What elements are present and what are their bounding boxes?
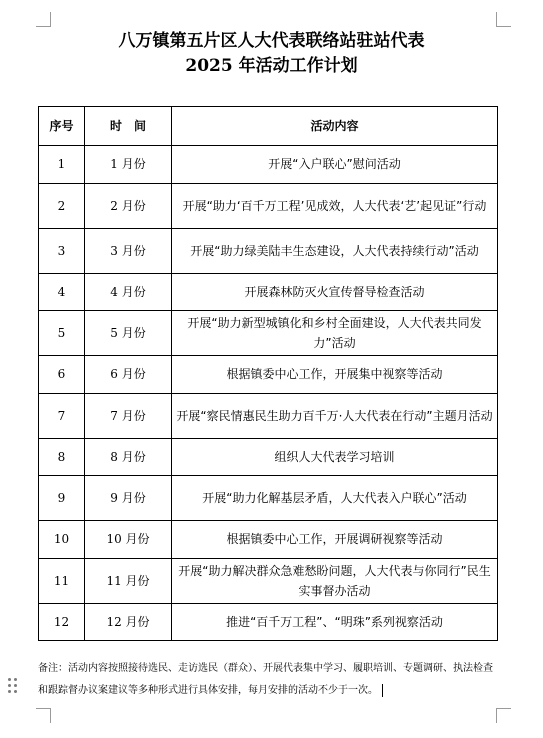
row-content: 推进“百千万工程”、“明珠”系列视察活动 [172,603,498,641]
row-content: 开展“入户联心”慰问活动 [172,146,498,184]
row-time: 9 月份 [85,476,172,521]
table-header-row [39,107,498,146]
row-content: 开展森林防灭火宣传督导检查活动 [172,273,498,311]
table-row [39,603,498,641]
row-time: 11 月份 [85,558,172,603]
row-time: 6 月份 [85,356,172,394]
row-time: 5 月份 [85,311,172,356]
row-content: 开展“察民情惠民生助力百千万·人大代表在行动”主题月活动 [172,393,498,438]
drag-handle-icon[interactable] [8,678,18,694]
row-number: 5 [39,311,85,356]
row-number: 8 [39,438,85,476]
row-content: 开展“助力新型城镇化和乡村全面建设，人大代表共同发力”活动 [172,311,498,356]
row-time: 10 月份 [85,521,172,559]
footnote-text: 备注：活动内容按照接待选民、走访选民（群众）、开展代表集中学习、履职培训、专题调研、执法检查和跟踪督办议案建议等多种形式进行具体安排，每月安排的活动不少于一次。 [38,663,493,696]
row-time: 1 月份 [85,146,172,184]
row-number: 11 [39,558,85,603]
row-number: 2 [39,183,85,228]
table-row [39,273,498,311]
text-cursor [382,684,383,697]
row-number: 6 [39,356,85,394]
row-content: 开展“助力化解基层矛盾，人大代表入户联心”活动 [172,476,498,521]
table-row [39,356,498,394]
footnote [38,658,496,702]
row-time: 7 月份 [85,393,172,438]
table-row [39,558,498,603]
crop-mark-bottom-left [36,708,51,723]
row-number: 9 [39,476,85,521]
row-content: 根据镇委中心工作，开展集中视察等活动 [172,356,498,394]
row-number: 7 [39,393,85,438]
row-time: 2 月份 [85,183,172,228]
row-number: 12 [39,603,85,641]
header-activity-content: 活动内容 [172,107,498,146]
table-row [39,311,498,356]
row-number: 4 [39,273,85,311]
row-number: 10 [39,521,85,559]
table-row [39,476,498,521]
crop-mark-bottom-right [496,708,511,723]
row-time: 4 月份 [85,273,172,311]
row-content: 根据镇委中心工作，开展调研视察等活动 [172,521,498,559]
table-row [39,438,498,476]
row-content: 开展“助力‘百千万工程’见成效，人大代表‘艺’起见证”行动 [172,183,498,228]
table-row [39,146,498,184]
document-title-line-2: 2025 年活动工作计划 [185,56,358,76]
crop-mark-top-right [496,12,511,27]
crop-mark-top-left [36,12,51,27]
document-title-line-1: 八万镇第五片区人大代表联络站驻站代表 [118,31,425,51]
row-number: 3 [39,228,85,273]
row-content: 开展“助力解决群众急难愁盼问题，人大代表与你同行”民生实事督办活动 [172,558,498,603]
row-time: 8 月份 [85,438,172,476]
row-number: 1 [39,146,85,184]
table-row [39,393,498,438]
header-time: 时 间 [85,107,172,146]
row-content: 组织人大代表学习培训 [172,438,498,476]
row-time: 12 月份 [85,603,172,641]
table-row [39,183,498,228]
row-content: 开展“助力绿美陆丰生态建设，人大代表持续行动”活动 [172,228,498,273]
header-serial-number: 序号 [39,107,85,146]
table-row [39,521,498,559]
activity-plan-table [38,106,498,641]
table-row [39,228,498,273]
row-time: 3 月份 [85,228,172,273]
